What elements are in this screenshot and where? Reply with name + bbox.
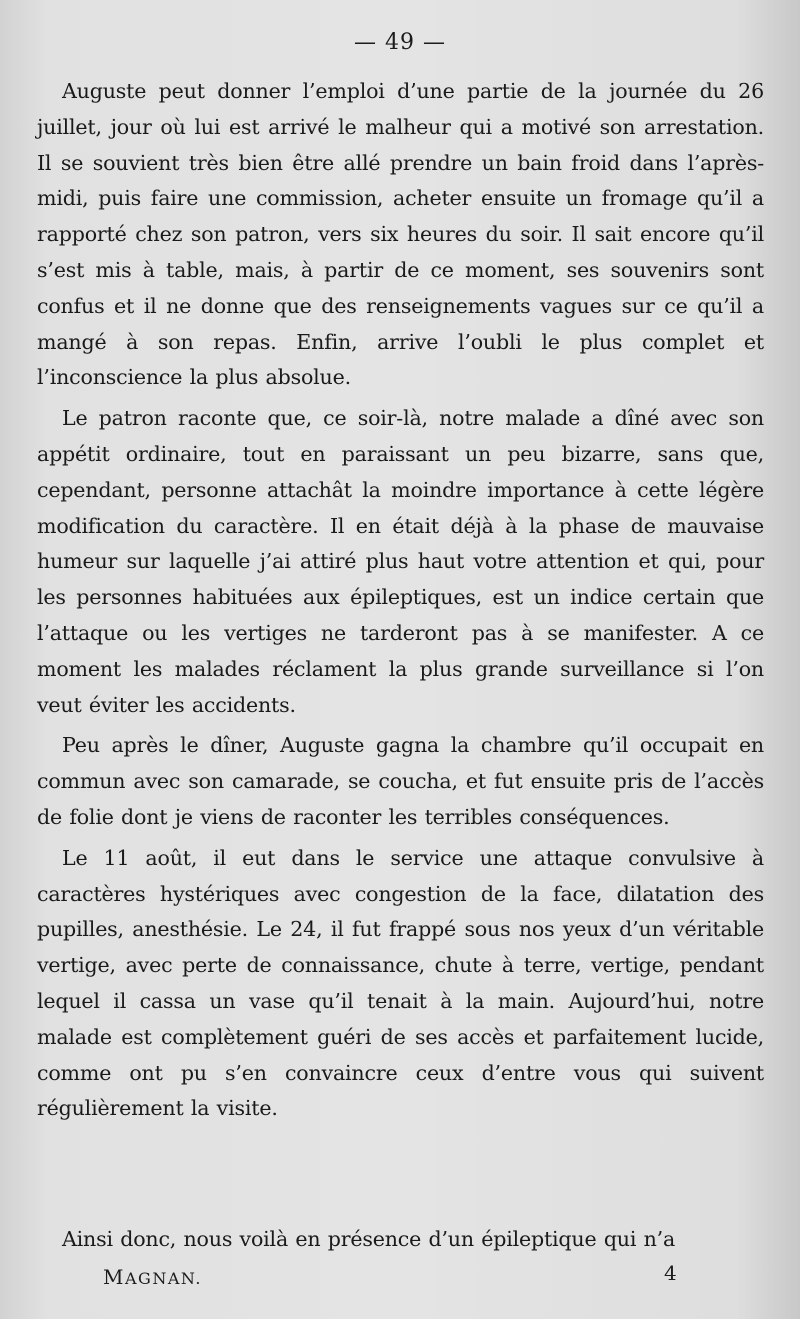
footer-author-initial: M (103, 1265, 125, 1289)
paragraph: Peu après le dîner, Auguste gagna la chambre qu’il occupait en commun avec son camarade, se coucha, et fut ensuite pris de l’accès de folie dont je viens de raconter les terribles conséquences. (37, 733, 764, 829)
paragraph: Ainsi donc, nous voilà en présence d’un épileptique qui n’a (62, 1227, 676, 1251)
body-text (37, 74, 764, 1251)
paragraph: Auguste peut donner l’emploi d’une partie de la journée du 26 juillet, jour où lui est arrivé le malheur qui a motivé son arrestation. Il se souvient très bien être allé prendre un bain froid dans l’après-midi, puis faire une commission, acheter ensuite un fromage qu’il a rapporté chez son patron, vers six heures du soir. Il sait encore qu’il s’est mis à table, mais, à partir de ce moment, ses souvenirs sont confus et il ne donne que des renseignements vagues sur ce qu’il a mangé à son repas. Enfin, arrive l’oubli le plus complet et l’inconscience la plus absolue. (37, 79, 764, 390)
signature-mark: 4 (664, 1261, 677, 1285)
footer-author (103, 1265, 202, 1289)
paragraph: Le patron raconte que, ce soir-là, notre malade a dîné avec son appétit ordinaire, tout en paraissant un peu bizarre, sans que, cependant, personne attachât la moindre importance à cette légère modification du caractère. Il en était déjà à la phase de mauvaise humeur sur laquelle j’ai attiré plus haut votre attention et qui, pour les personnes habituées aux épileptiques, est un indice certain que l’attaque ou les vertiges ne tarderont pas à se manifester. A ce moment les malades réclament la plus grande surveillance si l’on veut éviter les accidents. (37, 406, 764, 717)
paragraph: Le 11 août, il eut dans le service une attaque convulsive à caractères hystériques avec congestion de la face, dilatation des pupilles, anesthésie. Le 24, il fut frappé sous nos yeux d’un véritable vertige, avec perte de connaissance, chute à terre, vertige, pendant lequel il cassa un vase qu’il tenait à la main. Aujourd’hui, notre malade est complètement guéri de ses accès et parfaitement lucide, comme ont pu s’en convaincre ceux d’entre vous qui suivent régulièrement la visite. (37, 845, 764, 1121)
footer-author-rest: AGNAN. (124, 1269, 202, 1288)
page-number: — 49 — (354, 30, 446, 55)
